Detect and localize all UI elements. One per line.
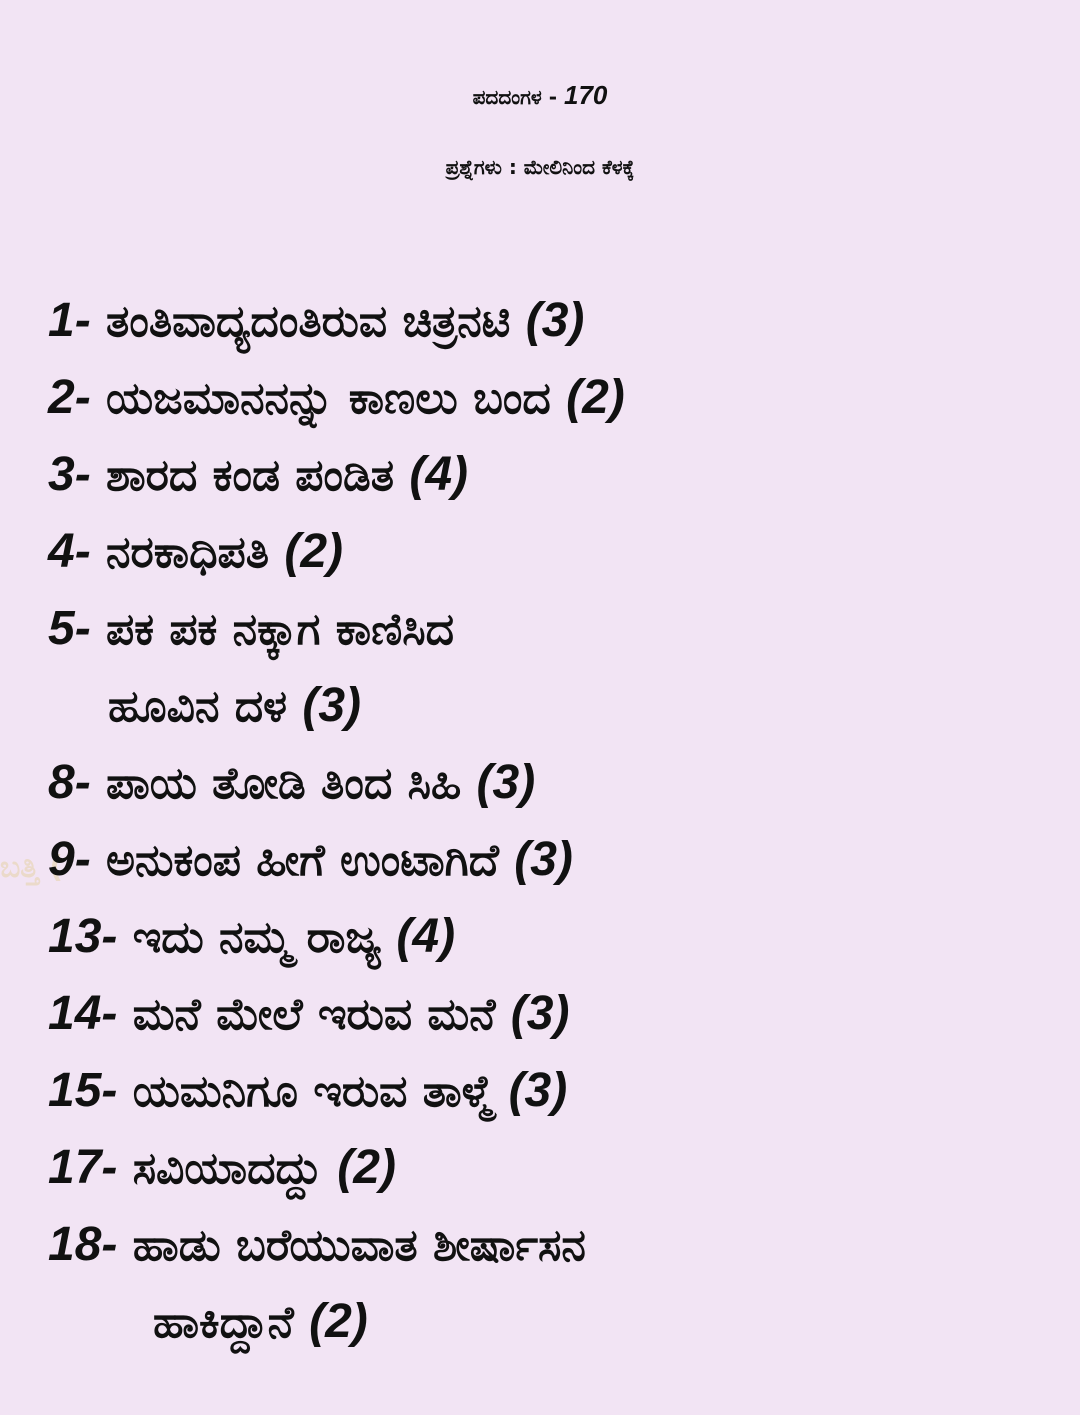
clue-length: (2) — [566, 371, 625, 424]
clue-length: (2) — [309, 1295, 368, 1348]
clue-text: ಶಾರದ ಕಂಡ ಪಂಡಿತ — [90, 450, 410, 501]
clue-number: 15- — [48, 1064, 118, 1117]
clue-length: (4) — [409, 448, 469, 501]
clue-text: ಹಾಡು ಬರೆಯುವಾತ ಶೀರ್ಷಾಸನ — [117, 1220, 586, 1271]
clue-continuation — [48, 1283, 1058, 1360]
clue-item — [48, 590, 1058, 667]
title-text: ಪದದಂಗಳ - — [472, 85, 565, 109]
clue-item — [48, 436, 1058, 513]
clue-item — [48, 744, 1058, 821]
header — [0, 60, 1080, 202]
clue-text: ಹೂವಿನ ದಳ — [108, 681, 303, 732]
clue-length: (3) — [302, 679, 362, 732]
clue-list — [48, 282, 1058, 1360]
clue-text: ಸವಿಯಾದದ್ದು — [117, 1143, 338, 1194]
clue-item — [48, 898, 1058, 975]
clue-continuation — [48, 667, 1058, 744]
clue-length: (3) — [508, 1064, 568, 1117]
clue-number: 5- — [48, 602, 91, 655]
clue-text: ತಂತಿವಾದ್ಯದಂತಿರುವ ಚಿತ್ರನಟಿ — [90, 296, 526, 347]
clue-length: (3) — [510, 987, 570, 1040]
clue-text: ಮನೆ ಮೇಲೆ ಇರುವ ಮನೆ — [117, 989, 511, 1040]
clue-number: 2- — [48, 371, 91, 424]
clue-text: ಪಕ ಪಕ ನಕ್ಕಾಗ ಕಾಣಿಸಿದ — [90, 604, 455, 655]
clue-item — [48, 1206, 1058, 1283]
clue-text: ಪಾಯ ತೋಡಿ ತಿಂದ ಸಿಹಿ — [90, 758, 477, 809]
clue-length: (2) — [337, 1141, 396, 1194]
clue-number: 8- — [48, 756, 91, 809]
clue-length: (2) — [284, 525, 344, 578]
clue-number: 4- — [48, 525, 91, 578]
clue-text: ಇದು ನಮ್ಮ ರಾಜ್ಯ — [117, 912, 397, 963]
clue-length: (4) — [396, 910, 456, 963]
clue-number: 17- — [48, 1141, 118, 1194]
clue-item — [48, 1052, 1058, 1129]
clue-length: (3) — [525, 294, 585, 347]
page-title — [0, 60, 1080, 132]
clue-number: 18- — [48, 1218, 118, 1271]
clue-item — [48, 359, 1058, 436]
clue-number: 1- — [48, 294, 91, 347]
watermark: ಬತ್ತಿ ( — [0, 850, 63, 885]
clue-text: ನರಕಾಧಿಪತಿ — [90, 527, 285, 578]
clue-number: 13- — [48, 910, 118, 963]
clue-item — [48, 975, 1058, 1052]
clue-length: (3) — [514, 833, 573, 886]
clue-item — [48, 1129, 1058, 1206]
clue-item — [48, 821, 1058, 898]
clue-number: 9- — [48, 833, 91, 886]
clue-item — [48, 282, 1058, 359]
clue-number: 3- — [48, 448, 91, 501]
page-subtitle: ಪ್ರಶ್ನೆಗಳು : ಮೇಲಿನಿಂದ ಕೆಳಕ್ಕೆ — [445, 155, 635, 179]
clue-text: ಹಾಕಿದ್ದಾನೆ — [153, 1297, 310, 1348]
puzzle-number: 170 — [564, 80, 608, 110]
clue-item — [48, 513, 1058, 590]
clue-number: 14- — [48, 987, 118, 1040]
clue-text: ಯಮನಿಗೂ ಇರುವ ತಾಳ್ಮೆ — [117, 1066, 509, 1117]
clue-text: ಅನುಕಂಪ ಹೀಗೆ ಉಂಟಾಗಿದೆ — [90, 835, 515, 886]
clue-length: (3) — [476, 756, 536, 809]
clue-text: ಯಜಮಾನನನ್ನು ಕಾಣಲು ಬಂದ — [90, 373, 567, 424]
